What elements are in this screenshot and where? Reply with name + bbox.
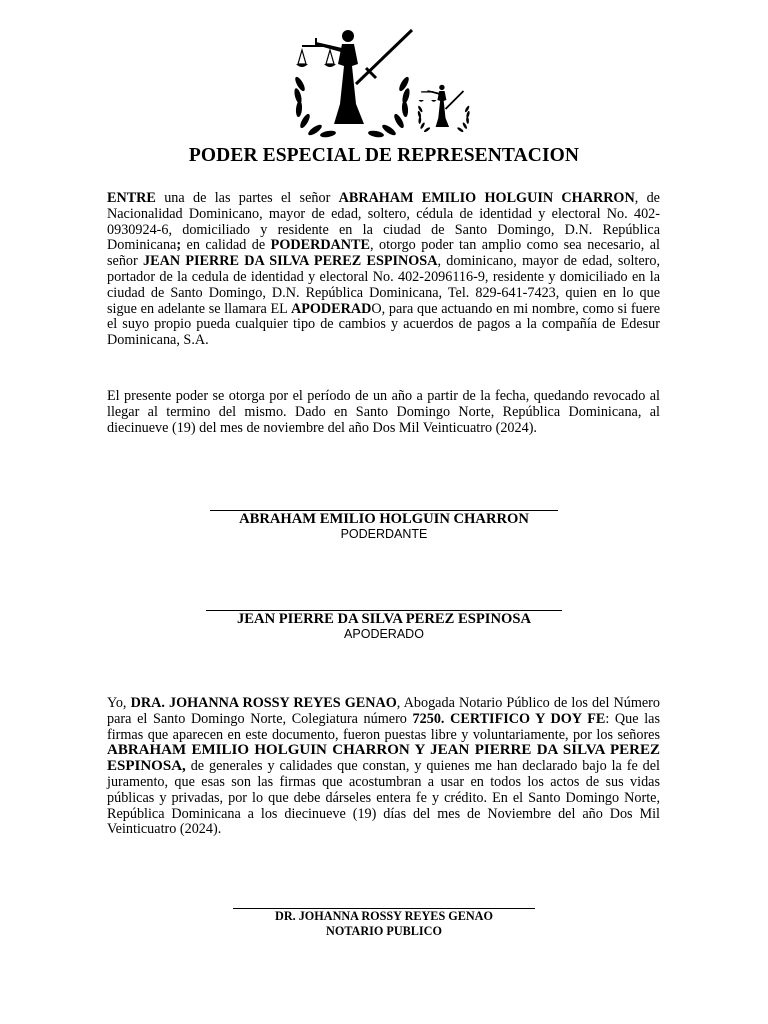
signer-name: ABRAHAM EMILIO HOLGUIN CHARRON <box>239 511 529 527</box>
document-title: PODER ESPECIAL DE REPRESENTACION <box>188 145 580 166</box>
paragraph-validity: El presente poder se otorga por el período de un año a partir de la fecha, quedando revocado al llegar al termino del mismo. Dado en Santo Domingo Norte, República Dominicana, al diecinueve (19) del mes de noviembre del año Dos Mil Veinticuatro (2024). <box>107 388 660 436</box>
signature-block-apoderado <box>0 610 768 641</box>
notary-name: DR. JOHANNA ROSSY REYES GENAO <box>275 909 493 923</box>
signature-block-notary <box>0 908 768 939</box>
signer-role: PODERDANTE <box>340 527 428 541</box>
notary-role: NOTARIO PUBLICO <box>326 924 442 938</box>
lady-justice-icon <box>293 30 470 138</box>
lady-justice-logo <box>286 24 470 142</box>
signer-role: APODERADO <box>344 627 424 641</box>
paragraph-notary-certification: Yo, DRA. JOHANNA ROSSY REYES GENAO, Abogada Notario Público de los del Número para el Santo Domingo Norte, Colegiatura número 7250. CERTIFICO Y DOY FE: Que las firmas que aparecen en este documento, fueron puestas libre y voluntariamente, por los señores ABRAHAM EMILIO HOLGUIN CHARRON Y JEAN PIERRE DA SILVA PEREZ ESPINOSA, de generales y calidades que constan, y quienes me han declarado bajo la fe del juramento, que esas son las firmas que acostumbran a usar en todos los actos de sus vidas públicas y privadas, por lo que debe dárseles entera fe y crédito. En el Santo Domingo Norte, República Dominicana a los diecinueve (19) días del mes de Noviembre del año Dos Mil Veinticuatro (2024). <box>107 695 660 838</box>
paragraph-parties: ENTRE una de las partes el señor ABRAHAM EMILIO HOLGUIN CHARRON, de Nacionalidad Dominicano, mayor de edad, soltero, cédula de identidad y electoral No. 402-0930924-6, domiciliado y residente en la ciudad de Santo Domingo, D.N. República Dominicana; en calidad de PODERDANTE, otorgo poder tan amplio como sea necesario, al señor JEAN PIERRE DA SILVA PEREZ ESPINOSA, dominicano, mayor de edad, soltero, portador de la cedula de identidad y electoral No. 402-2096116-9, residente y domiciliado en la ciudad de Santo Domingo, D.N. República Dominicana, Tel. 829-641-7423, quien en lo que sigue en adelante se llamara EL APODERADO, para que actuando en mi nombre, como si fuere el suyo propio pueda cualquier tipo de cambios y acuerdos de pagos a la compañía de Edesur Dominicana, S.A. <box>107 190 661 349</box>
signer-name: JEAN PIERRE DA SILVA PEREZ ESPINOSA <box>237 611 531 627</box>
signature-block-poderdante <box>0 510 768 541</box>
